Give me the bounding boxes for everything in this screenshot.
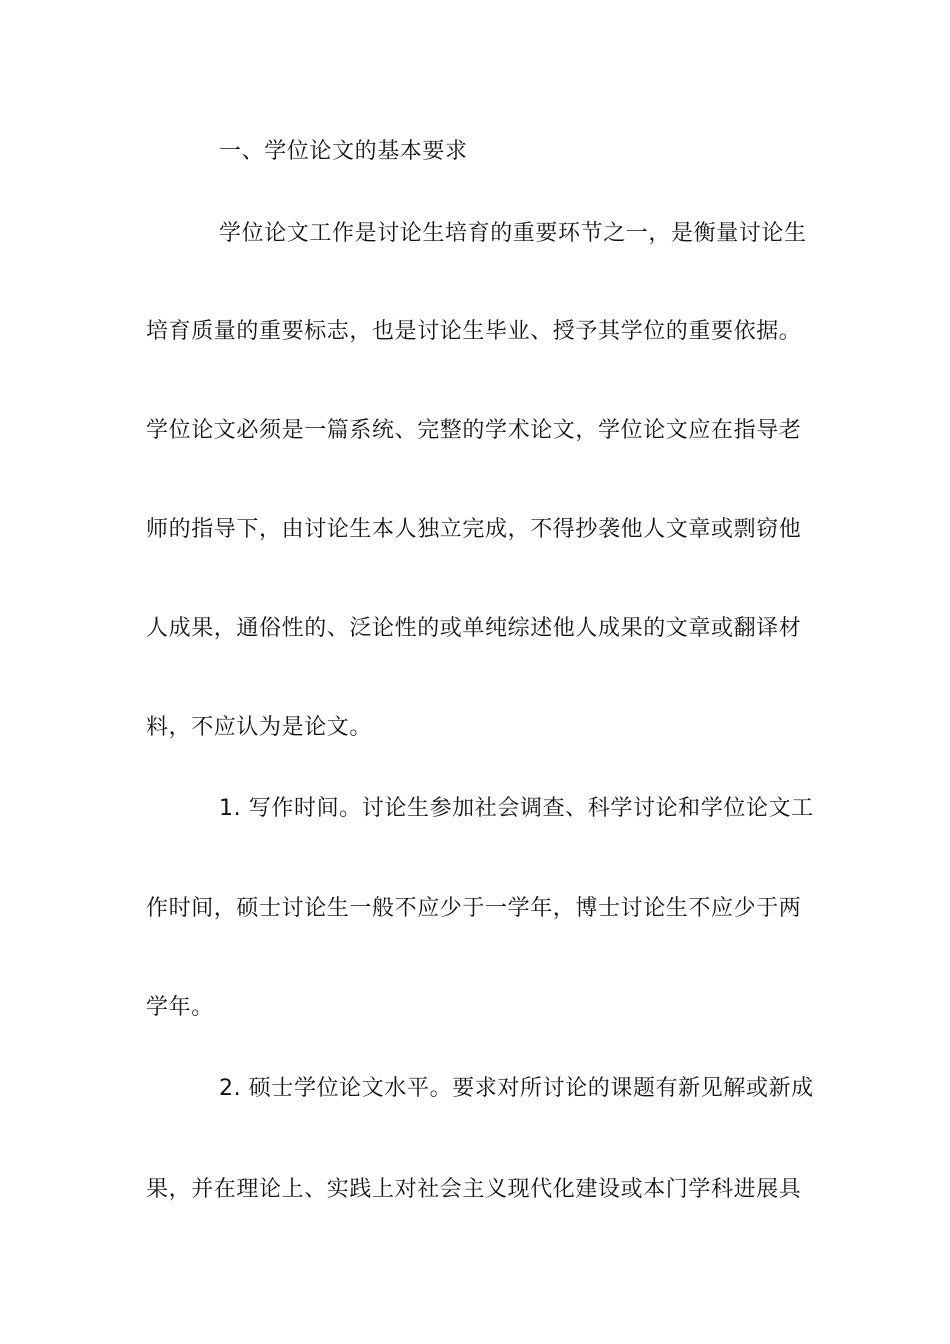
paragraph-line: 料，不应认为是论文。: [146, 715, 373, 740]
section-heading: 一、学位论文的基本要求: [219, 139, 468, 164]
paragraph-line: 学位论文工作是讨论生培育的重要环节之一，是衡量讨论生: [219, 221, 807, 246]
list-item-line: 作时间，硕士讨论生一般不应少于一学年，博士讨论生不应少于两: [146, 896, 802, 921]
paragraph-line: 人成果，通俗性的、泛论性的或单纯综述他人成果的文章或翻译材: [146, 616, 802, 641]
list-item-line: 果，并在理论上、实践上对社会主义现代化建设或本门学科进展具: [146, 1177, 802, 1202]
list-item-line: 1. 写作时间。讨论生参加社会调查、科学讨论和学位论文工: [219, 796, 814, 821]
list-item-line: 学年。: [146, 995, 214, 1020]
list-item-line: 2. 硕士学位论文水平。要求对所讨论的课题有新见解或新成: [219, 1076, 814, 1101]
paragraph-line: 培育质量的重要标志，也是讨论生毕业、授予其学位的重要依据。: [146, 319, 802, 344]
paragraph-line: 学位论文必须是一篇系统、完整的学术论文，学位论文应在指导老: [146, 418, 802, 443]
paragraph-line: 师的指导下，由讨论生本人独立完成，不得抄袭他人文章或剽窃他: [146, 517, 802, 542]
